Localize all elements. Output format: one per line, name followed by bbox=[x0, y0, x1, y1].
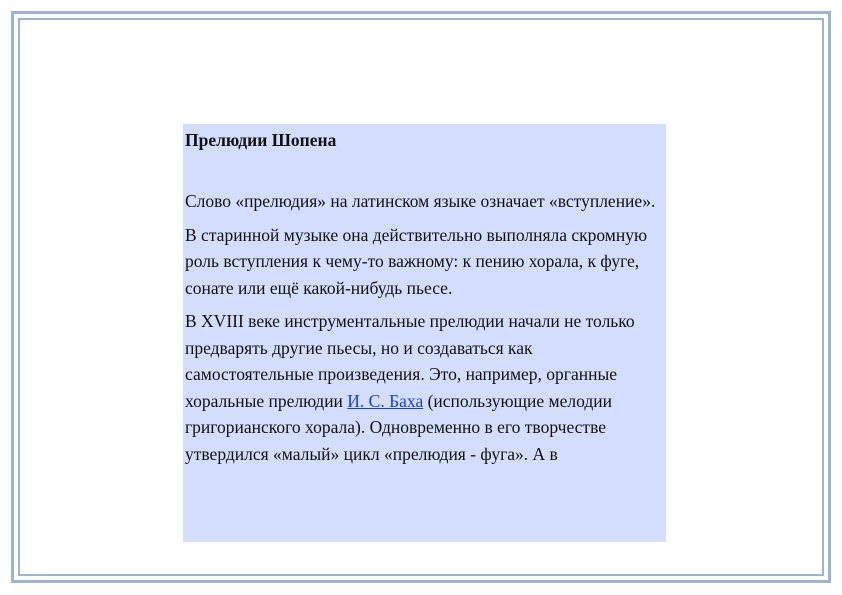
paragraph-3-text-after: (использующие мелодии григорианского хорала). Одновременно в его творчестве утвердился «малый» цикл «прелюдия - фуга». А в bbox=[185, 390, 612, 464]
title-spacer bbox=[185, 153, 664, 188]
document-title: Прелюдии Шопена bbox=[185, 130, 337, 150]
paragraph-2: В старинной музыке она действительно выполняла скромную роль вступления к чему-то важному: к пению хорала, к фуге, сонате или ещё какой-нибудь пьесе. bbox=[185, 224, 648, 298]
paragraph-3 bbox=[185, 308, 664, 467]
text-content-box bbox=[183, 124, 666, 542]
paragraph-3-text-before: В XVIII веке инструментальные прелюдии начали не только предварять другие пьесы, но и создаваться как самостоятельные произведения. Это, например, органные хоральные прелюдии bbox=[185, 311, 635, 411]
bach-link[interactable]: И. С. Баха bbox=[347, 390, 424, 411]
paragraph-1: Слово «прелюдия» на латинском языке означает «вступление». bbox=[185, 191, 656, 211]
